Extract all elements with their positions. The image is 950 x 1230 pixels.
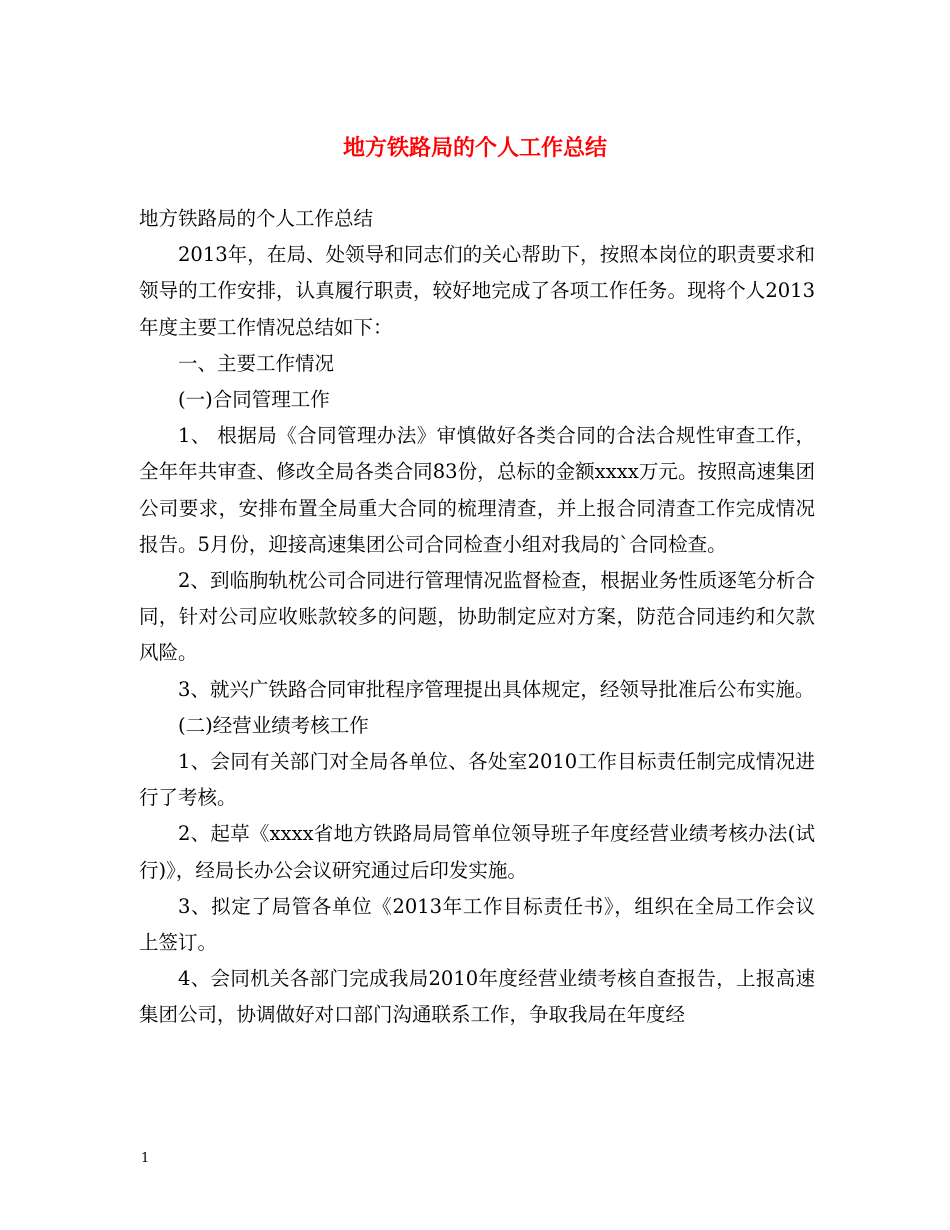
page-number: 1: [141, 1151, 150, 1166]
paragraph: 2、起草《xxxx省地方铁路局局管单位领导班子年度经营业绩考核办法(试行)》，经局长办公会议研究通过后印发实施。: [139, 822, 815, 882]
document-title: 地方铁路局的个人工作总结: [342, 135, 607, 161]
paragraph: 1、 根据局《合同管理办法》审慎做好各类合同的合法合规性审查工作，全年年共审查、修改全局各类合同83份，总标的金额xxxx万元。按照高速集团公司要求，安排布置全局重大合同的梳理清查，并上报合同清查工作完成情况报告。5月份，迎接高速集团公司合同检查小组对我局的`合同检查。: [139, 424, 815, 556]
subsection-heading: (一)合同管理工作: [178, 388, 330, 412]
paragraph: 4、会同机关各部门完成我局2010年度经营业绩考核自查报告，上报高速集团公司，协调做好对口部门沟通联系工作，争取我局在年度经: [139, 967, 815, 1027]
section-heading: 一、主要工作情况: [178, 351, 335, 375]
paragraph: 2、到临朐轨枕公司合同进行管理情况监督检查，根据业务性质逐笔分析合同，针对公司应收账款较多的问题，协助制定应对方案，防范合同违约和欠款风险。: [139, 569, 815, 665]
paragraph: 地方铁路局的个人工作总结: [139, 207, 374, 230]
paragraph: 3、就兴广铁路合同审批程序管理提出具体规定，经领导批准后公布实施。: [178, 677, 815, 701]
paragraph: 2013年，在局、处领导和同志们的关心帮助下，按照本岗位的职责要求和领导的工作安排，认真履行职责，较好地完成了各项工作任务。现将个人2013年度主要工作情况总结如下：: [139, 243, 815, 339]
document-body: [139, 201, 815, 1034]
subsection-heading: (二)经营业绩考核工作: [178, 713, 369, 737]
paragraph: 1、会同有关部门对全局各单位、各处室2010工作目标责任制完成情况进行了考核。: [139, 750, 815, 810]
paragraph: 3、拟定了局管各单位《2013年工作目标责任书》，组织在全局工作会议上签订。: [139, 894, 815, 955]
